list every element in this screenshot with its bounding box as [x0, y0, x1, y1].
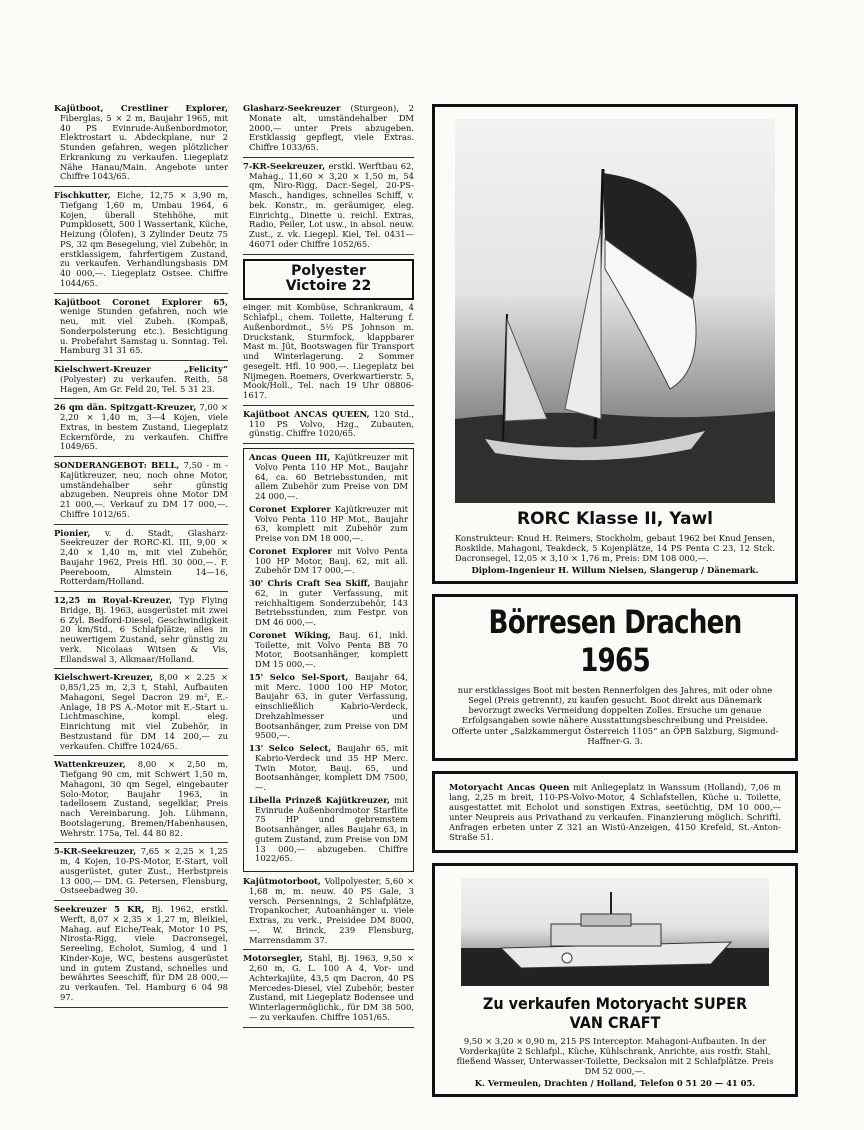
ad-heading: 13' Selco Select, — [249, 743, 337, 754]
ad-heading: Fischkutter, — [54, 190, 118, 200]
display-ads-column — [432, 104, 798, 1107]
motoryacht-ancas-ad — [432, 771, 798, 853]
ad-heading: Seekreuzer 5 KR, — [54, 904, 152, 914]
classified-ad — [54, 905, 228, 1008]
classified-ad — [249, 547, 408, 577]
ad-heading: Kajütboot, Crestliner Explorer, — [54, 103, 228, 113]
ad-heading: Kielschwert-Kreuzer, — [54, 672, 160, 683]
ad-body: (Polyester) zu verkaufen. Reith, 58 Hagen, Am Gr. Feld 20, Tel. 5 31 23. — [60, 373, 228, 394]
ad-body: Kajütkreuzer mit Volvo Penta 110 HP Mot., Baujahr 63, komplett mit Zubehör zum Preise von DM 18 000,—. — [255, 503, 408, 544]
classified-ad — [249, 453, 408, 503]
ad-body: (Sturgeon), 2 Monate alt, umständehalber DM 2000,— unter Preis abzugeben. Erstklassig gepflegt, viele Extras. Chiffre 1033/65. — [249, 103, 414, 152]
dealer-listing-box — [243, 448, 414, 872]
ad-body: Stahl, Bj. 1963, 9,50 × 2,60 m, G. L. 100 A 4, Vor- und Achterkajüte, 43,5 qm Dacron, 40 PS Mercedes-Diesel, viel Zubehör, bester Zustand, mit Liegeplatz Bodensee und Winterlagermöglichk., für DM 38 500,— zu verkaufen. Chiffre 1051/65. — [249, 953, 414, 1022]
drachen-title: Börresen Drachen 1965 — [488, 603, 742, 680]
ad-body: mit Volvo Penta 100 HP Motor, Bauj. 62, mit all. Zubehör DM 17 000,—. — [255, 545, 408, 576]
ad-body: Eiche, 12,75 × 3,90 m, Tiefgang 1,60 m, Umbau 1964, 6 Kojen, überall Stehhöhe, mit Pumpklosett, 500 l Wassertank, Küche, Heizung (Ölofen), 3 Zylinder Deutz 75 PS, 32 qm Besegelung, viel Zubehör, in erstklassigem, fahrfertigem Zustand, zu verkaufen. Verhandlungsbasis DM 40 000,—. Liegeplatz Ostsee. Chiffre 1044/65. — [60, 190, 229, 288]
ad-heading: Kielschwert-Kreuzer „Felicity“ — [54, 364, 228, 374]
ad-heading: 12,25 m Royal-Kreuzer, — [54, 595, 180, 605]
classified-ad — [54, 596, 228, 669]
super-van-craft-credit: K. Vermeulen, Drachten / Holland, Telefon 0 51 20 — 41 05. — [474, 1078, 756, 1089]
classified-ad — [249, 673, 408, 742]
ad-body: Baujahr 64, mit Merc. 1000 100 HP Motor, Baujahr 63, in guter Verfassung, einschließlich Kabrio-Verdeck, Drehzahlmesser und Bootsanhänger, zum Preise von DM 9500,—. — [255, 671, 408, 741]
ad-body: Baujahr 65, mit Kabrio-Verdeck und 35 HP Merc. Twin Motor, Bauj. 65, und Bootsanhänger, komplett DM 7500,—. — [255, 743, 408, 793]
classified-ad — [54, 403, 228, 457]
classified-ad — [54, 529, 228, 593]
ad-heading: Coronet Wiking, — [249, 629, 339, 640]
ad-heading: Motorsegler, — [243, 953, 309, 964]
ad-body: Kajütkreuzer mit Volvo Penta 110 HP Mot., Baujahr 64, ca. 60 Betriebsstunden, mit allem Zubehör zum Preise von DM 24 000,—. — [255, 452, 408, 502]
classified-ad — [54, 673, 228, 756]
ad-body: Typ Flying Bridge, Bj. 1963, ausgerüstet mit zwei 6 Zyl. Bedford-Diesel, Geschwindigkeit 20 km/Std., 6 Schlafplätze, alles in neuwertigem Zustand, sehr günstig zu verk. Nicolaas Witsen & Vis, Ellandswal 3, Alkmaar/Holland. — [60, 595, 228, 664]
ad-body: 7,50 - m - Kajütkreuzer, neu, noch ohne Motor, umständehalber sehr günstig abzugeben. Neupreis ohne Motor DM 21 000,—. Verkauf zu DM 17 000,—. Chiffre 1012/65. — [60, 460, 228, 519]
motoryacht-photo — [461, 878, 769, 986]
classified-ad — [243, 877, 414, 950]
super-van-craft-title: Zu verkaufen Motoryacht SUPER VAN CRAFT — [482, 994, 748, 1033]
rorc-yawl-ad — [432, 104, 798, 584]
classified-ad — [249, 744, 408, 794]
classified-ad — [54, 104, 228, 187]
ad-heading: 15' Selco Sel-Sport, — [249, 671, 355, 682]
yawl-illustration — [455, 119, 775, 503]
ad-heading: Coronet Explorer — [249, 503, 335, 514]
classified-ad — [249, 631, 408, 671]
ad-heading: 30' Chris Craft Sea Skiff, — [249, 578, 375, 589]
classified-ad — [243, 162, 414, 255]
ad-body: erstkl. Werftbau 62, Mahag., 11,60 × 3,20 × 1,50 m, 54 qm, Niro-Rigg, Dacr.-Segel, 20-PS-Masch., handiges, schnelles Schiff, v. bek. Konstr., m. geräumiger, eleg. Einrichtg., Dinette u. reichl. Extras, Radio, Peiler, Lot usw., in absol. neuw. Zust., z. vk. Liegepl. Kiel, Tel. 0431—46071 oder Chiffre 1052/65. — [249, 160, 415, 249]
ad-body: Bj. 1962, erstkl. Werft, 8,07 × 2,35 × 1,27 m, Bleikiel, Mahag. auf Eiche/Teak, Motor 10 PS, Nirosta-Rigg, viele Dacronsegel, Sereeling, Echolot, Sumlog, 4 und 1 Kinder-Koje, WC, bestens ausgerüstet und in gutem Zustand, schnelles und bewährtes Seeschiff, für DM 28 000,— zu verkaufen. Tel. Hamburg 6 04 98 97. — [60, 904, 228, 1002]
ad-heading: Libella Prinzeß Kajütkreuzer, — [249, 794, 394, 805]
classified-ad — [249, 796, 408, 865]
ad-body: Bauj. 61, inkl. Toilette, mit Volvo Penta BB 70 Motor, Bootsanhänger, komplett DM 15 000,—. — [255, 629, 408, 670]
ad-heading: Coronet Explorer — [249, 545, 338, 556]
ad-body: Baujahr 62, in guter Verfassung, mit reichhaltigem Sonderzubehör, 143 Betriebsstunden, zum Festpr. von DM 46 000,—. — [255, 578, 408, 628]
rorc-credit: Diplom-Ingenieur H. Willum Nielsen, Slangerup / Dänemark. — [471, 565, 759, 576]
classified-ad — [54, 461, 228, 525]
super-van-craft-text: 9,50 × 3,20 × 0,90 m, 215 PS Interceptor. Mahagoni-Aufbauten. In der Vorderkajüte 2 Schlafpl., Küche, Kühlschrank, Anrichte, aus rostfr. Stahl, fließend Wasser, Unterwasser-Toilette, Decksalon mit 2 Schlafplätze. Preis DM 52 000,—. — [456, 1036, 774, 1077]
classified-ad — [54, 191, 228, 294]
polyester-victoire-heading: Polyester Victoire 22 — [243, 259, 414, 301]
classified-ad — [249, 505, 408, 545]
super-van-craft-ad — [432, 863, 798, 1097]
ad-heading: Kajütboot Coronet Explorer 65, — [54, 296, 228, 307]
motoryacht-illustration — [461, 878, 769, 986]
ad-body: 7,65 × 2,25 × 1,25 m, 4 Kojen, 10-PS-Motor, E-Start, voll ausgerüstet, guter Zust., Herbstpreis 13 000,— DM. G. Petersen, Flensburg, Ostseebadweg 30. — [60, 846, 228, 896]
ad-heading: Wattenkreuzer, — [54, 759, 138, 770]
classified-ad — [54, 760, 228, 843]
ad-body: 7,00 × 2,20 × 1,40 m, 3—4 Kojen, viele Extras, in bestem Zustand, Liegeplatz Eckernförde, zu verkaufen. Chiffre 1049/65. — [60, 402, 228, 452]
motoryacht-ancas-text: Motoryacht Ancas Queen mit Anliegeplatz in Wanssum (Holland), 7,06 m lang, 2,25 m breit, 110-PS-Volvo-Motor, 4 Schlafstellen, Küche u. Toilette, ausgestattet mit Echolot und sonstigen Extras, seetüchtig, DM 10 000,— unter Neupreis aus Privathand zu verkaufen. Finanzierung möglich. Schriftl. Anfragen erbeten unter Z 321 an Wistü-Anzeigen, 4150 Krefeld, St.-Anton-Straße 51. — [449, 781, 781, 843]
ad-heading: 7-KR-Seekreuzer, — [243, 160, 329, 171]
ad-body: v. d. Stadt, Glasharz-Seekreuzer der RORC-Kl. III, 9,00 × 2,40 × 1,40 m, mit viel Zubehör, Baujahr 1962, Preis Hfl. 30 000,—. F. Peereboom, Almstein 14—16, Rotterdam/Holland. — [60, 527, 228, 587]
drachen-text: nur erstklassiges Boot mit besten Rennerfolgen des Jahres, mit oder ohne Segel (Preis getrennt), zu kaufen gesucht. Boot direkt aus Dänemark bevorzugt zwecks Vermeidung doppelten Zolles. Ersuche um genaue Erfolgsangaben sowie nähere Ausstattungsbeschreibung und Preisidee. Offerte unter „Salzkammergut Österreich 1105“ an ÖPB Salzburg, Sigmund-Haffner-G. 3. — [451, 685, 779, 746]
ancas-queen-ad: Kajütboot ANCAS QUEEN, 120 Std., 110 PS Volvo, Hzg., Zubauten, günstig. Chiffre 1020/65. — [243, 410, 414, 444]
ad-body: wenige Stunden gefahren, noch wie neu, mit viel Zubeh. (Kompaß, Sonderpolsterung etc.). Besichtigung u. Probefahrt Samstag u. Sonntag. Tel. Hamburg 31 31 65. — [60, 306, 228, 356]
ad-heading: Kajütmotorboot, — [243, 876, 325, 887]
classified-column-2 — [243, 104, 414, 1032]
classified-ad — [54, 365, 228, 399]
ad-body: 8,00 × 2.25 × 0,85/1,25 m, 2,3 t, Stahl, Aufbauten Mahagoni, Segel Dacron 29 m², E.-Anlage, 18 PS A.-Motor mit E.-Start u. Lichtmaschine, kompl. eleg. Einrichtung mit viel Zubehör, in Bestzustand für DM 14 200,— zu verkaufen. Chiffre 1024/65. — [60, 672, 228, 751]
drachen-wanted-ad — [432, 594, 798, 760]
ad-body: Vollpolyester, 5,60 × 1,68 m, m. neuw. 40 PS Gale, 3 versch. Persennings, 2 Schlafplätze, Tropankocher, Autoanhänger u. viele Extras, zu verk., Preisidee DM 8000,—. W. Brinck, 239 Flensburg, Marrensdamm 37. — [249, 876, 414, 945]
ad-body: 8,00 × 2,50 m, Tiefgang 90 cm, mit Schwert 1,50 m, Mahagoni, 30 qm Segel, eingebauter Solo-Motor, Baujahr 1963, in tadellosem Zustand, segelklar, Preis nach Vereinbarung. Joh. Lühmann, Bootslagerung, Bremen/Habenhausen, Wehrstr. 175a, Tel. 44 80 82. — [60, 759, 229, 838]
polyester-victoire-text: einger. mit Kombüse, Schrankraum, 4 Schlafpl., chem. Toilette, Halterung f. Außenbordmot., 5½ PS Johnson m. Druckstank, Sturmfock, klappbarer Mast m. Jüt, Bootswagen für Transport und Winterlagerung. 2 Sommer gesegelt. Hfl. 10 900,—. Liegeplatz bei Nijmegen. Roemers, Overkwartierstr. 5, Mook/Holl., Tel. nach 19 Uhr 08806-1617. — [243, 303, 414, 406]
classified-ad — [243, 104, 414, 158]
ad-body: Fiberglas, 5 × 2 m, Baujahr 1965, mit 40 PS Evinrude-Außenbordmotor, Elektrostart u. Abdeckplane, nur 2 Stunden gefahren, wegen plötzlicher Erkrankung zu verkaufen. Liegeplatz Nähe Hanau/Main. Angebote unter Chiffre 1043/65. — [60, 112, 228, 182]
ad-heading: 5-KR-Seekreuzer, — [54, 846, 141, 857]
rorc-description: Konstrukteur: Knud H. Reimers, Stockholm, gebaut 1962 bei Knud Jensen, Roskilde. Mahagoni, Teakdeck, 5 Kojenplätze, 14 PS Penta C 23, 12 Stck. Dacronsegel, 12,05 × 3,10 × 1,76 m, Preis: DM 108 000,—. — [455, 533, 775, 564]
classified-ad — [54, 298, 228, 362]
ad-heading: Pionier, — [54, 527, 105, 538]
ad-body: mit Evinrude Außenbordmotor Starflite 75 HP und gebremstem Bootsanhänger, alles Baujahr 63, in gutem Zustand, zum Preise von DM 13 000,— abzugeben. Chiffre 1022/65. — [255, 794, 408, 864]
ad-heading: SONDERANGEBOT: BELL, — [54, 460, 184, 470]
classified-ad — [249, 579, 408, 629]
ad-heading: Ancas Queen III, — [249, 452, 335, 463]
classified-ad — [243, 954, 414, 1027]
classified-column-1 — [54, 104, 228, 1012]
sailboat-photo — [455, 119, 775, 503]
ad-heading: 26 qm dän. Spitzgatt-Kreuzer, — [54, 402, 200, 413]
ad-heading: Glasharz-Seekreuzer — [243, 103, 351, 113]
classified-ad — [54, 847, 228, 901]
rorc-title: RORC Klasse II, Yawl — [517, 509, 713, 529]
